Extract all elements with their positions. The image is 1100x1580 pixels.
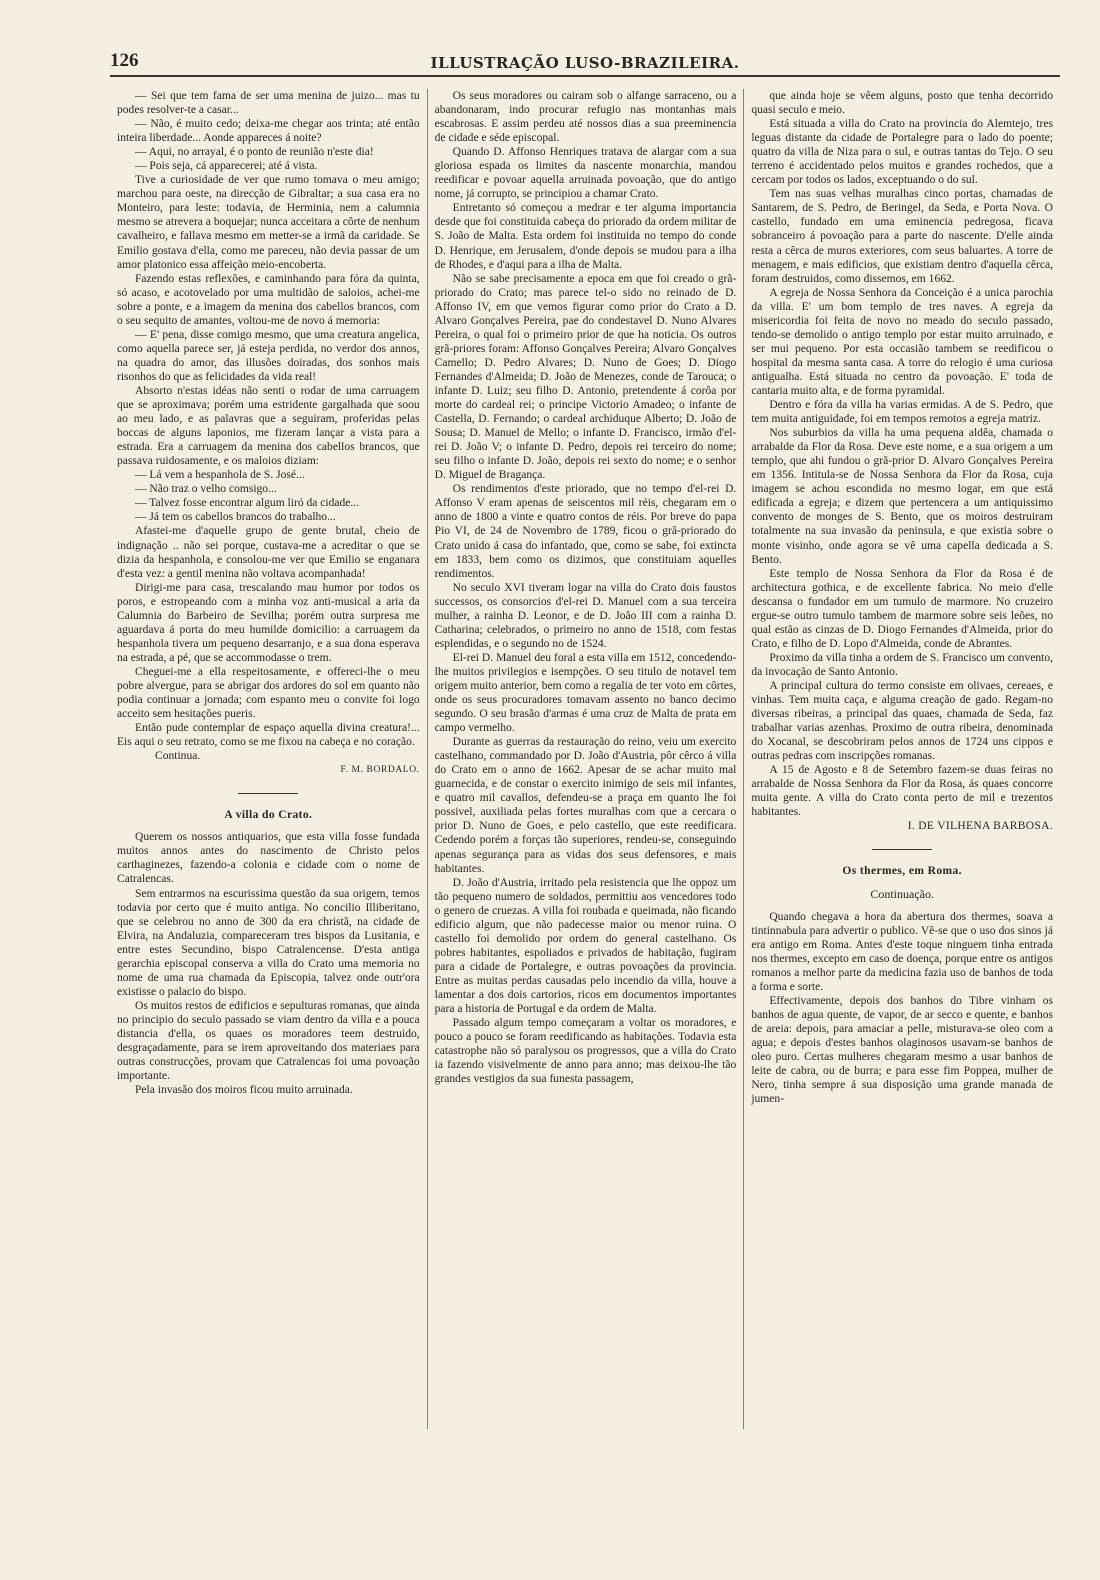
paragraph: Passado algum tempo começaram a voltar os moradores, e pouco a pouco se foram reedificando as habitações. Todavia esta catastrophe não só paralysou os progressos, que a villa do Crato ia fazendo visivelmente de anno para anno; mas deixou-lhe tão grandes vestigios da sua funesta passagem, [434,1017,737,1086]
paragraph: — Não traz o velho comsigo... [135,483,277,496]
paragraph: Tive a curiosidade de ver que rumo tomava o meu amigo; marchou para oeste, na direcção de Gibraltar; a sua casa era no Monteiro, para leste: todavia, de Herminia, nem a calumnia mesmo se atrevera a boquejar; nunca acceitara a côrte de nenhum cavalheiro, e fallava mesmo em metter-se a irmã da caridade. Se Emilio gostava d'ella, como me pareceu, não devia passar de um amor platonico essa affeição meio-encoberta. [117,174,420,271]
paragraph: Tem nas suas velhas muralhas cinco portas, chamadas de Santarem, de S. Pedro, de Beringel, da Seda, e Porta Nova. O castello, fundado em uma eminencia pedregosa, ficava sobranceiro á povoação para a parte do nascente. D'elle ainda resta a cêrca de muros exteriores, com seus baluartes. A torre de menagem, e mais edificios, que existiam dentro d'aquella cêrca, foram destruidos, como dissemos, em 1662. [751,188,1053,285]
paragraph: Querem os nossos antiquarios, que esta villa fosse fundada muitos annos antes do nascimento de Christo pelos carthaginezes, fazendo-a colonia e cidade com o nome de Catralencas. [117,831,420,886]
paragraph: A egreja de Nossa Senhora da Conceição é a unica parochia da villa. E' um bom templo de tres naves. A egreja da misericordia foi feita de novo no meado do seculo passado, tendo-se demolido o antigo templo por estar muito arruinado, e ser mui pequeno. Por esta occasião tambem se reedificou o hospital da mesma santa casa. A torre do relogio é uma curiosa antigualha. Está situada no centro da povoação. E' toda de cantaria muito alta, e de forma pyramidal. [751,286,1053,397]
author-signature: I. DE VILHENA BARBOSA. [907,820,1053,833]
paragraph: Não se sabe precisamente a epoca em que foi creado o grã-priorado do Crato; mas parece tel-o sido no reinado de D. Affonso IV, em que vemos figurar como prior do Crato a D. Alvaro Gonçalves Pereira, pae do condestavel D. Nuno Alvares Pereira, o qual foi o primeiro prior de que ha noticia. Os outros grã-priores foram: Affonso Gonçalves Pereira; Alvaro Gonçalves Camello; D. Pedro Alvares; D. Nuno de Goes; D. Diogo Fernandes d'Almeida; D. João de Menezes, conde de Tarouca; o infante D. Luiz; seu filho D. Antonio, pretendente á corôa por morte do cardeal rei; o principe Victorio Amadeo; o infante de Castella, D. Fernando; o cardeal archiduque Alberto; D. João de Sousa; D. Manuel de Mello; o infante D. Francisco, irmão d'el-rei D. João V; o infante D. Pedro, depois rei terceiro do nome; seu filho o infante D. João, depois rei sexto do nome; e o senhor D. Miguel de Bragança. [434,272,737,482]
paragraph: Cheguei-me a ella respeitosamente, e offereci-lhe o meu pobre alvergue, para se abrigar dos ardores do sol em quanto não podia continuar a jornada; com espanto meu o convite foi logo acceito sem hesitações pueris. [117,665,420,721]
running-title: ILLUSTRAÇÃO LUSO-BRAZILEIRA. [430,54,740,72]
continua-label: Continua. [155,750,201,763]
column-3 [743,89,1060,1429]
paragraph: Dirigi-me para casa, trescalando mau humor por todos os poros, e estropeando com a minha voz anti-musical a aria da Calumnia do Barbeiro de Sevilha; porém outra surpresa me aguardava á porta do meu humilde domicilio: a carruagem da hespanhola tivera um pequeno desarranjo, e a sua dona esperava na estrada, a pé, que se accommodasse o trem. [117,581,420,664]
section-subtitle: Continuação. [870,886,934,901]
paragraph: Os muitos restos de edificios e sepulturas romanas, que ainda no principio do seculo passado se viam dentro da villa e a pouca distancia d'ella, os quaes os moradores teem destruido, desgraçadamente, para se irem aproveitando dos materiaes para outras construcções, provam que Catralencas foi uma povoação importante. [117,999,420,1083]
paragraph: El-rei D. Manuel deu foral a esta villa em 1512, concedendo-lhe muitos privilegios e isempções. O seu titulo de notavel tem origem muito anterior, bem como a regalia de ter voto em côrtes, onde os seus procuradores tomavam assento no banco decimo segundo. O seu brasão d'armas é uma cruz de Malta de prata em campo vermelho. [434,651,737,735]
paragraph: Sem entrarmos na escurissima questão da sua origem, temos todavia por certo que é muito antiga. No concilio Illiberitano, que se celebrou no anno de 300 da era christã, na cidade de Elvira, na Andaluzia, compareceram tres bispos da Lusitania, e entre estes Secundino, bispo Catralencense. D'esta antiga gerarchia episcopal conserva a villa do Crato uma memoria no nome de uma rua chamada da Episcopia, talvez onde outr'ora existisse o palacio do bispo. [117,887,420,998]
page-header [110,42,1060,77]
section-divider [238,793,298,794]
section-title: Os thermes, em Roma. [842,865,962,878]
paragraph: Entretanto só começou a medrar e ter alguma importancia desde que foi constituida cabeça do priorado da ordem militar de S. João de Malta. Esta ordem foi instituida no tempo do conde D. Henrique, em Jerusalem, d'onde depois se mudou para a ilha de Rhodes, e d'aqui para a ilha de Malta. [434,202,737,271]
paragraph: Dentro e fóra da villa ha varias ermidas. A de S. Pedro, que tem muita antiguidade, foi em tempos remotos a egreja matriz. [751,399,1053,426]
paragraph: — Pois seja, cá apparecerei; até á vista. [135,160,318,173]
paragraph: Quando chegava a hora da abertura dos thermes, soava a tintinnabula para advertir o publico. Vê-se que o uso dos sinos já era antigo em Roma. Antes d'este toque ninguem tinha entrada nos thermes, excepto em caso de doença, porque entre os antigos romanos a melhor parte da medicina fazia uso de banhos de toda a forma e sorte. [751,910,1053,993]
paragraph: A 15 de Agosto e 8 de Setembro fazem-se duas feiras no arrabalde de Nossa Senhora da Flor da Rosa, ás quaes concorre muita gente. A villa do Crato conta perto de mil e trezentos habitantes. [751,764,1053,819]
paragraph: No seculo XVI tiveram logar na villa do Crato dois faustos successos, os consorcios d'el-rei D. Manuel com a sua terceira mulher, a rainha D. Leonor, e de D. João III com a rainha D. Catharina; celebrados, o primeiro no anno de 1518, com festas esplendidas, e o segundo no de 1524. [434,581,737,650]
paragraph: Durante as guerras da restauração do reino, veiu um exercito castelhano, commandado por D. João d'Austria, pôr cêrco á villa do Crato em o anno de 1662. Apesar de se achar muito mal guarnecida, e de constar o exercito inimigo de seis mil infantes, e quatro mil cavallos, defendeu-se a praça em quanto lhe foi possivel, auxiliada pelas fortes muralhas com que a cercara o prior D. Nuno de Goes, e pelo castello, que este reedificara. Cedendo porém a forças tão superiores, rendeu-se, conseguindo apenas segurança para as vidas dos seus defensores, e mais habitantes. [434,736,737,875]
author-signature: F. M. BORDALO. [340,765,420,776]
column-2 [427,89,744,1429]
paragraph: — Lá vem a hespanhola de S. José... [135,469,305,482]
section-divider [872,849,932,850]
page-number: 126 [110,50,139,71]
paragraph: Este templo de Nossa Senhora da Flor da Rosa é de architectura gothica, e de excellente fabrica. No meio d'elle descansa o fundador em um tumulo de marmore. No cruzeiro ergue-se outro tumulo tambem de marmore sobre seis leões, no qual estão as cinzas de D. Diogo Fernandes d'Almeida, prior do Crato, e filho de D. Lopo d'Almeida, conde de Abrantes. [751,567,1053,650]
paragraph: Nos suburbios da villa ha uma pequena aldêa, chamada o arrabalde da Flor da Rosa. Deve este nome, e a sua origem a um templo, que ahi fundou o grã-prior D. Alvaro Gonçalves Pereira em 1356. Intitula-se de Nossa Senhora da Flor da Rosa, cuja imagem se achou escondida no mesmo logar, em que está edificada a egreja; e dizem que pertencera a um antiquissimo convento de monges de S. Bento, que os moiros destruiram totalmente na sua invasão da peninsula, e que existia sobre o monte visinho, onde agora se vê uma capella dedicada a S. Bento. [751,427,1053,566]
paragraph: — Já tem os cabellos brancos do trabalho... [135,511,336,524]
paragraph: Afastei-me d'aquelle grupo de gente brutal, cheio de indignação .. não sei porque, custava-me a acreditar o que se dizia da hespanhola, e consolou-me ver que Emilio se enganara d'esta vez: a gentil menina não voltava acompanhada! [117,525,420,580]
paragraph: A principal cultura do termo consiste em olivaes, cereaes, e vinhas. Tem muita caça, e alguma creação de gado. Regam-no diversas ribeiras, a principal das quaes, chamada de Seda, faz trabalhar varias azenhas. Proximo de outra ribeira, denominada do Xocanal, se descobriram pelos annos de 1724 uns cippos e outras pedras com inscripções romanas. [751,679,1053,763]
paragraph: — Não, é muito cedo; deixa-me chegar aos trinta; até então inteira liberdade... Aonde appareces á noite? [117,118,420,145]
paragraph: Os rendimentos d'este priorado, que no tempo d'el-rei D. Affonso V eram apenas de seiscentos mil réis, chegaram em o anno de 1800 a vinte e quatro contos de réis. Por breve do papa Pio VI, de 24 de Novembro de 1789, ficou o grã-priorado do Crato unido á casa do infantado, que, como se sabe, foi extincta em 1833, bem como os dizimos, que constituiam aquelles rendimentos. [434,483,737,580]
paragraph: — Talvez fosse encontrar algum liró da cidade... [135,497,360,510]
paragraph: Absorto n'estas idéas não senti o rodar de uma carruagem que se aproximava; porém uma estridente gargalhada que soou ao meu lado, e as palavras que a seguiram, proferidas pelas boccas de alguns laponios, me fizeram lançar a vista para a estrada. Era a carruagem da menina dos cabellos brancos, que passava ruidosamente, e os maloios diziam: [117,384,420,468]
section-title: A villa do Crato. [224,809,313,822]
article-columns [110,89,1060,1429]
paragraph: — Aqui, no arrayal, é o ponto de reunião n'este dia! [135,146,374,159]
paragraph: Effectivamente, depois dos banhos do Tibre vinham os banhos de agua quente, de vapor, de ar secco e quente, e banhos de areia: depois, para amaciar a pelle, misturava-se oleo com a agua; e depois d'estes banhos olaginosos usavam-se banhos de oleo puro. Certas mulheres chegaram mesmo a usar banhos de leite de cabra, ou de burra; e para esse fim Poppea, mulher de Nero, tinha sempre á sua disposição uma grande manada de jumen- [751,994,1053,1106]
paragraph: — E' pena, disse comigo mesmo, que uma creatura angelica, como aquella parece ser, já esteja perdida, no verdor dos annos, na quadra do amor, das illusões doiradas, dos sonhos mais risonhos do que as felicidades da vida real! [117,328,420,383]
paragraph: Então pude contemplar de espaço aquella divina creatura!... Eis aqui o seu retrato, como se me fixou na cabeça e no coração. [117,722,420,749]
paragraph: Os seus moradores ou cairam sob o alfange sarraceno, ou a abandonaram, indo procurar refugio nas montanhas mais escabrosas. E assim perdeu até nossos dias a sua preeminencia de cidade e séde episcopal. [434,90,737,145]
paragraph: — Sei que tem fama de ser uma menina de juizo... mas tu podes resolver-te a casar... [117,90,420,117]
column-1 [110,89,427,1429]
paragraph: Pela invasão dos moiros ficou muito arruinada. [135,1084,353,1097]
paragraph: Quando D. Affonso Henriques tratava de alargar com a sua gloriosa espada os limites da nascente monarchia, mandou reedificar e povoar aquella arruinada povoação, que do antigo nome, já corrupto, se principiou a chamar Crato. [434,146,737,201]
paragraph: Proximo da villa tinha a ordem de S. Francisco um convento, da invocação de Santo Antonio. [751,651,1053,678]
paragraph: Está situada a villa do Crato na provincia do Alemtejo, tres leguas distante da cidade de Portalegre para o lado do poente; quatro da villa de Niza para o sul, e outras tantas do Tejo. O seu terreno é accidentado pelos muitos e grandes rochedos, que a cercam por todos os lados, exceptuando o do sul. [751,118,1053,187]
paragraph: D. João d'Austria, irritado pela resistencia que lhe oppoz um tão pequeno numero de soldados, permittiu aos vencedores todo o genero de cruezas. A villa foi roubada e queimada, não ficando edificio algum, que não padecesse maior ou menor ruina. O castello foi demolido por ordem do general castelhano. Os pobres habitantes, espoliados e privados de habitação, fugiram para a cidade de Portalegre, e outras povoações da provincia. Entre as muitas perdas causadas pelo incendio da villa, houve a lamentar a dos dois cartorios, ricos em documentos importantes para a historia de Portugal e da ordem de Malta. [434,876,737,1016]
paragraph: Fazendo estas reflexões, e caminhando para fóra da quinta, só acaso, e acotovelado por uma multidão de saloios, achei-me sobre a ponte, e a imagem da menina dos cabellos brancos, com o seu sequito de amantes, voltou-me de novo á memoria: [117,272,420,327]
paragraph: que ainda hoje se vêem alguns, posto que tenha decorrido quasi seculo e meio. [751,90,1053,117]
